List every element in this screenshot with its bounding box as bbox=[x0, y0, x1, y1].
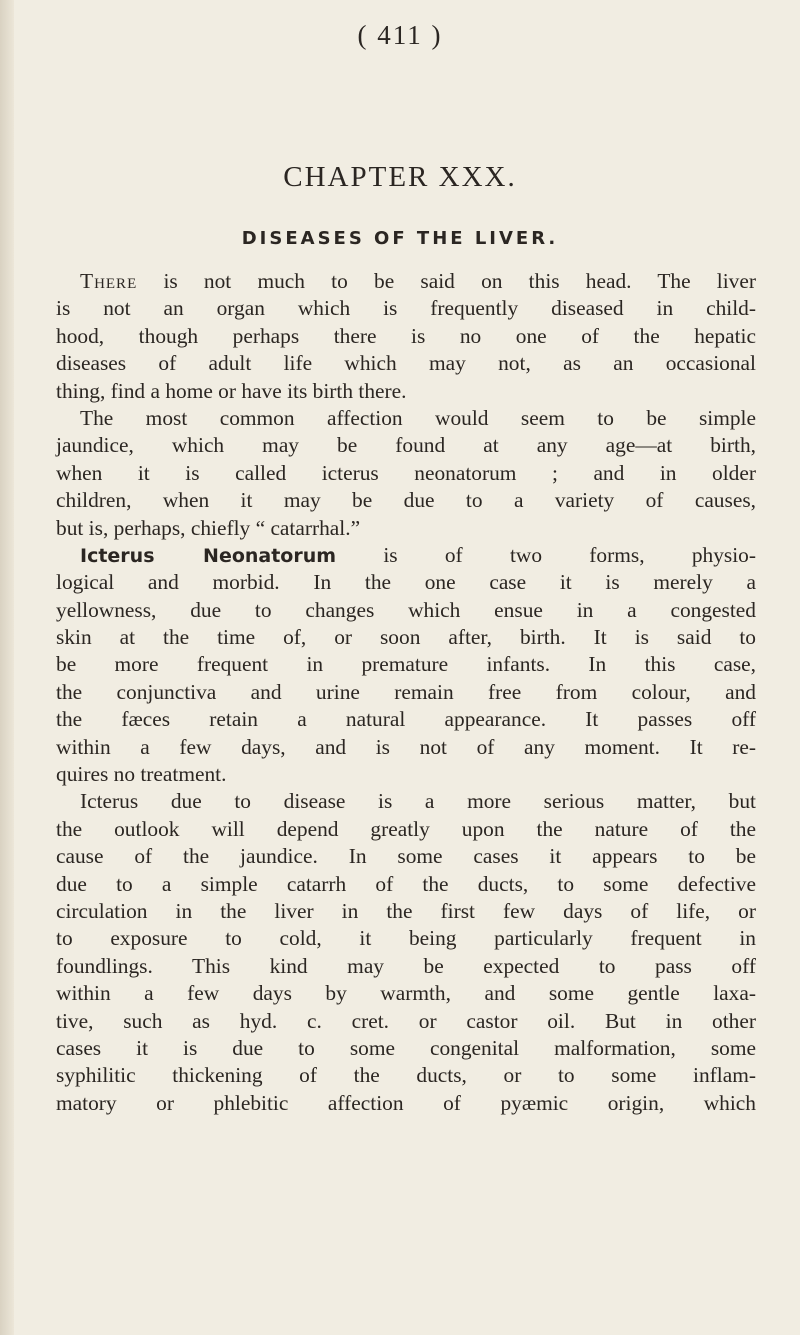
text-line-21: the outlook will depend greatly upon the nature of the bbox=[56, 816, 756, 841]
run-in-heading: Icterus Neonatorum bbox=[80, 544, 337, 567]
text-line-4: diseases of adult life which may not, as an occasional bbox=[56, 351, 756, 376]
text-line-22: cause of the jaundice. In some cases it appears to be bbox=[56, 844, 756, 869]
text-line-3: hood, though perhaps there is no one of the hepatic bbox=[56, 323, 756, 348]
text-line-5: thing, find a home or have its birth there. bbox=[56, 378, 407, 403]
text-line-9: children, when it may be due to a variety of causes, bbox=[56, 488, 756, 513]
text-line-25: to exposure to cold, it being particularly frequent in bbox=[56, 926, 756, 951]
text-line-2: is not an organ which is frequently diseased in child- bbox=[56, 296, 756, 321]
text-line-15: be more frequent in premature infants. In this case, bbox=[56, 652, 756, 677]
run-in-line-rest: is of two forms, physio- bbox=[336, 542, 756, 567]
text-line-31: matory or phlebitic affection of pyæmic origin, which bbox=[56, 1090, 756, 1115]
chapter-title: CHAPTER XXX. bbox=[283, 161, 517, 193]
text-line-28: tive, such as hyd. c. cret. or castor oil. But in other bbox=[56, 1008, 756, 1033]
text-line-13: yellowness, due to changes which ensue in a congested bbox=[56, 597, 756, 622]
text-line-29: cases it is due to some congenital malformation, some bbox=[56, 1035, 756, 1060]
body-text bbox=[56, 268, 756, 1117]
text-line-7: jaundice, which may be found at any age—at birth, bbox=[56, 433, 756, 458]
text-line-14: skin at the time of, or soon after, birth. It is said to bbox=[56, 625, 756, 650]
text-line-23: due to a simple catarrh of the ducts, to some defective bbox=[56, 871, 756, 896]
text-line-17: the fæces retain a natural appearance. It passes off bbox=[56, 707, 756, 732]
opening-line-rest: is not much to be said on this head. The liver bbox=[137, 269, 756, 293]
text-line-18: within a few days, and is not of any moment. It re- bbox=[56, 734, 756, 759]
section-title: DISEASES OF THE LIVER. bbox=[241, 228, 559, 249]
text-line-26: foundlings. This kind may be expected to pass off bbox=[56, 953, 756, 978]
page-binding-edge bbox=[0, 0, 14, 1335]
text-line-8: when it is called icterus neonatorum ; and in older bbox=[56, 460, 756, 485]
text-line-12: logical and morbid. In the one case it is merely a bbox=[56, 570, 756, 595]
opening-word: There bbox=[80, 269, 138, 293]
text-line-1 bbox=[56, 268, 756, 295]
text-line-20: Icterus due to disease is a more serious matter, but bbox=[80, 789, 756, 814]
text-line-30: syphilitic thickening of the ducts, or to some inflam- bbox=[56, 1063, 756, 1088]
text-line-11 bbox=[56, 542, 756, 569]
text-line-24: circulation in the liver in the first few days of life, or bbox=[56, 898, 756, 923]
text-line-10: but is, perhaps, chiefly “ catarrhal.” bbox=[56, 515, 361, 540]
text-line-6: The most common affection would seem to be simple bbox=[80, 405, 756, 430]
page-number: ( 411 ) bbox=[357, 20, 443, 50]
text-line-16: the conjunctiva and urine remain free from colour, and bbox=[56, 679, 756, 704]
text-line-19: quires no treatment. bbox=[56, 762, 227, 787]
text-line-27: within a few days by warmth, and some gentle laxa- bbox=[56, 981, 756, 1006]
